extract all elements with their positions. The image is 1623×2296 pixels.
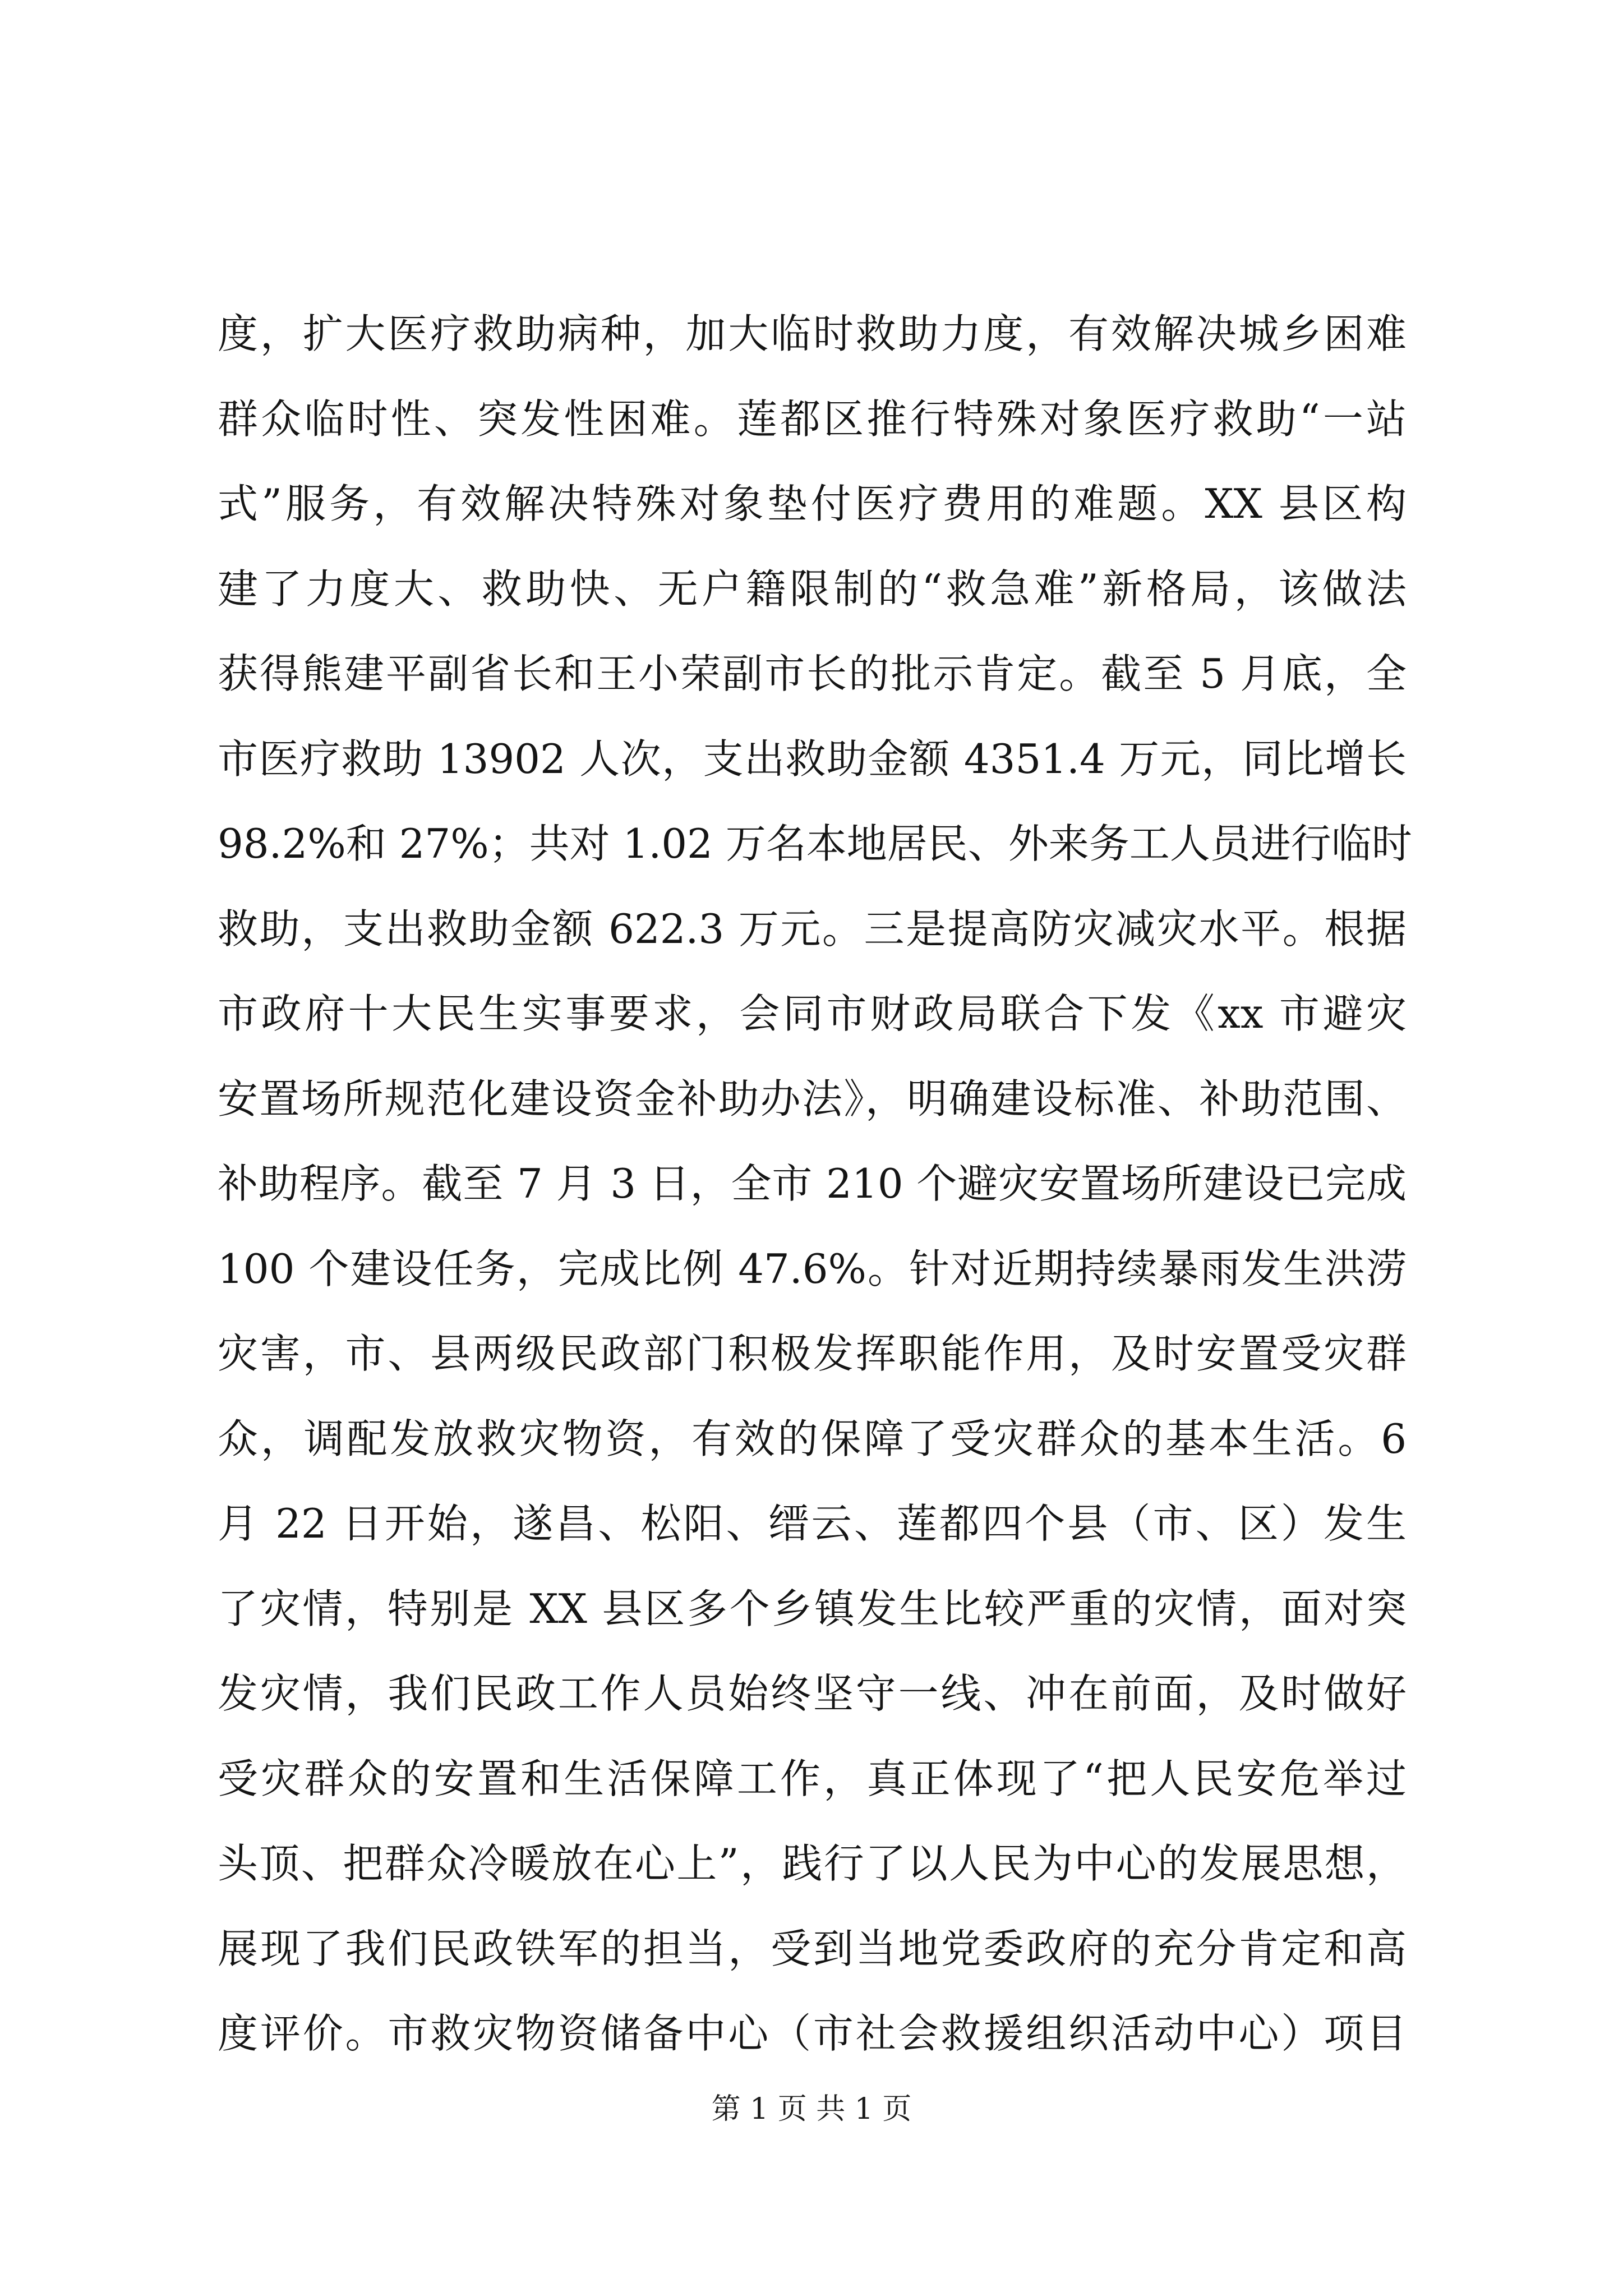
text-line: 获得熊建平副省长和王小荣副市长的批示肯定。截至 5 月底，全: [218, 650, 1407, 697]
text-line: 受灾群众的安置和生活保障工作，真正体现了“把人民安危举过: [218, 1755, 1407, 1802]
page-number: 第 1 页 共 1 页: [711, 2092, 912, 2126]
text-line: 群众临时性、突发性困难。莲都区推行特殊对象医疗救助“一站: [218, 395, 1407, 443]
text-line: 头顶、把群众冷暖放在心上”，践行了以人民为中心的发展思想，: [218, 1840, 1407, 1887]
text-line: 式”服务，有效解决特殊对象垫付医疗费用的难题。XX 县区构: [218, 480, 1407, 527]
page-footer: [0, 2087, 1623, 2132]
text-line: 补助程序。截至 7 月 3 日，全市 210 个避灾安置场所建设已完成: [218, 1160, 1407, 1207]
text-line: 了灾情，特别是 XX 县区多个乡镇发生比较严重的灾情，面对突: [218, 1585, 1407, 1632]
text-line: 灾害，市、县两级民政部门积极发挥职能作用，及时安置受灾群: [218, 1330, 1407, 1377]
text-line: 月 22 日开始，遂昌、松阳、缙云、莲都四个县（市、区）发生: [218, 1500, 1407, 1547]
text-line: 发灾情，我们民政工作人员始终坚守一线、冲在前面，及时做好: [218, 1670, 1407, 1717]
text-line: 市医疗救助 13902 人次，支出救助金额 4351.4 万元，同比增长: [218, 735, 1407, 783]
text-line: 救助，支出救助金额 622.3 万元。三是提高防灾减灾水平。根据: [218, 905, 1407, 953]
text-line: 度，扩大医疗救助病种，加大临时救助力度，有效解决城乡困难: [218, 310, 1407, 357]
body-text: [218, 292, 1412, 2077]
text-line: 建了力度大、救助快、无户籍限制的“救急难”新格局，该做法: [218, 565, 1407, 613]
text-line: 众，调配发放救灾物资，有效的保障了受灾群众的基本生活。6: [218, 1415, 1407, 1462]
text-line: 100 个建设任务，完成比例 47.6%。针对近期持续暴雨发生洪涝: [218, 1245, 1407, 1292]
text-line: 展现了我们民政铁军的担当，受到当地党委政府的充分肯定和高: [218, 1925, 1407, 1972]
text-line: 度评价。市救灾物资储备中心（市社会救援组织活动中心）项目: [218, 2010, 1407, 2057]
text-line: 安置场所规范化建设资金补助办法》，明确建设标准、补助范围、: [218, 1075, 1407, 1122]
text-line: 市政府十大民生实事要求，会同市财政局联合下发《xx 市避灾: [218, 990, 1407, 1037]
text-line: 98.2%和 27%；共对 1.02 万名本地居民、外来务工人员进行临时: [218, 820, 1412, 867]
